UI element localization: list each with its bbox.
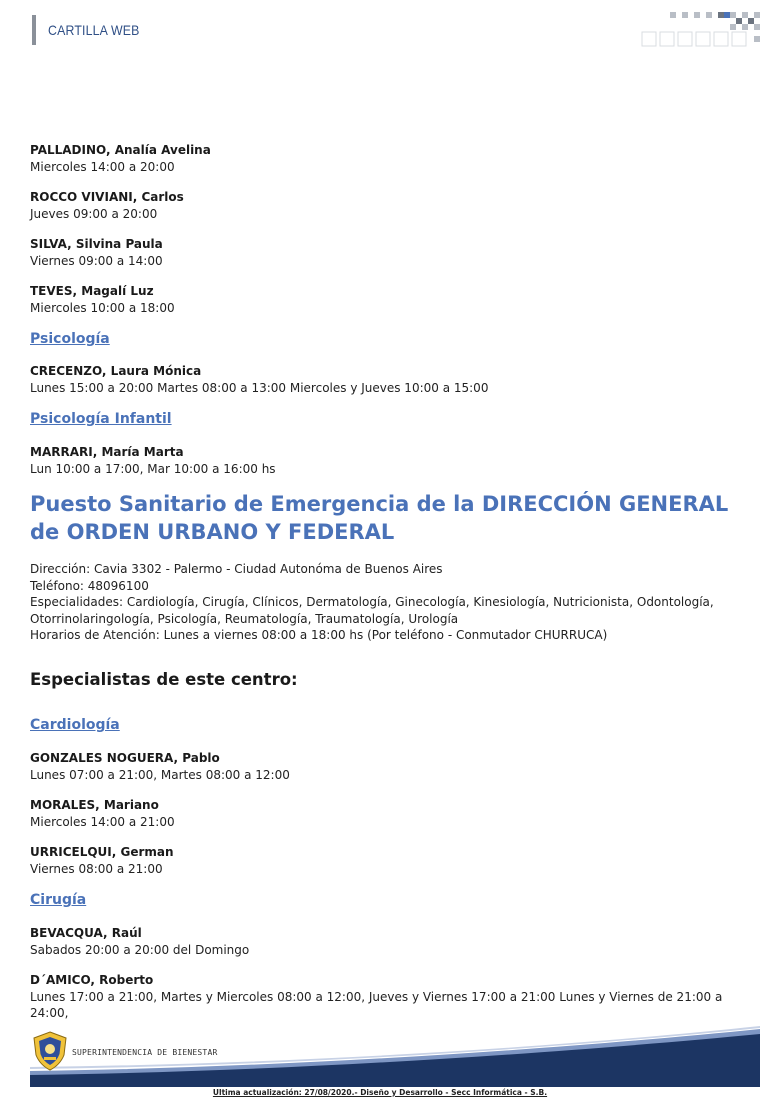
doctor-hours: Viernes 08:00 a 21:00 <box>30 861 163 876</box>
doctor-hours: Jueves 09:00 a 20:00 <box>30 206 158 221</box>
doctor-hours: Lun 10:00 a 17:00, Mar 10:00 a 16:00 hs <box>30 461 276 476</box>
doctor-hours: Lunes 17:00 a 21:00, Martes y Miercoles 08:00 a 12:00, Jueves y Viernes 17:00 a 21:00 Lunes y Viernes de 21:00 a 24:00, <box>30 989 723 1020</box>
center-title: Puesto Sanitario de Emergencia de la DIRECCIÓN GENERAL de ORDEN URBANO Y FEDERAL <box>30 492 729 544</box>
doctor-name: ROCCO VIVIANI, Carlos <box>30 190 184 204</box>
doctor-hours: Miercoles 10:00 a 18:00 <box>30 300 175 315</box>
doctor-entry <box>30 750 745 783</box>
header-pixel-decoration <box>630 10 760 50</box>
doctor-entry <box>30 844 745 877</box>
superintendencia-emblem-icon <box>32 1031 68 1071</box>
center-phone: Teléfono: 48096100 <box>30 578 149 593</box>
doctor-name: CRECENZO, Laura Mónica <box>30 364 202 378</box>
doctor-entry <box>30 236 745 269</box>
doctor-name: SILVA, Silvina Paula <box>30 237 163 251</box>
doctor-hours: Viernes 09:00 a 14:00 <box>30 253 163 268</box>
specialty-link-cirugia[interactable]: Cirugía <box>30 892 87 908</box>
doctor-name: GONZALES NOGUERA, Pablo <box>30 751 220 765</box>
header-accent-bar <box>32 15 36 45</box>
doctor-hours: Lunes 15:00 a 20:00 Martes 08:00 a 13:00 Miercoles y Jueves 10:00 a 15:00 <box>30 380 489 395</box>
doctor-name: URRICELQUI, German <box>30 845 174 859</box>
page-header <box>0 0 760 60</box>
doctor-entry <box>30 925 745 958</box>
center-address: Dirección: Cavia 3302 - Palermo - Ciudad Autonóma de Buenos Aires <box>30 562 443 576</box>
doctor-name: D´AMICO, Roberto <box>30 973 154 987</box>
doctor-hours: Sabados 20:00 a 20:00 del Domingo <box>30 942 250 957</box>
center-info <box>30 561 730 644</box>
specialty-link-psicologia-infantil[interactable]: Psicología Infantil <box>30 411 172 427</box>
doctor-entry <box>30 283 745 316</box>
doctor-entry <box>30 189 745 222</box>
doctor-entry <box>30 142 745 175</box>
doctor-name: PALLADINO, Analía Avelina <box>30 143 211 157</box>
doctor-name: MARRARI, María Marta <box>30 445 184 459</box>
center-hours: Horarios de Atención: Lunes a viernes 08:00 a 18:00 hs (Por teléfono - Conmutador CHURRUCA) <box>30 628 608 642</box>
doctor-entry <box>30 797 745 830</box>
footer-update-note: Ultima actualización: 27/08/2020.- Diseño y Desarrollo - Secc Informática - S.B. <box>212 1088 548 1097</box>
doctor-name: BEVACQUA, Raúl <box>30 926 142 940</box>
doctor-entry <box>30 363 745 396</box>
specialty-link-cardiologia[interactable]: Cardiología <box>30 717 120 733</box>
doctor-hours: Miercoles 14:00 a 20:00 <box>30 159 175 174</box>
page-footer <box>0 1025 760 1102</box>
doctor-entry <box>30 444 745 477</box>
specialty-link-psicologia[interactable]: Psicología <box>30 331 110 347</box>
doctor-name: MORALES, Mariano <box>30 798 159 812</box>
doctor-hours: Miercoles 14:00 a 21:00 <box>30 814 175 829</box>
doctor-entry <box>30 972 745 1022</box>
doctor-name: TEVES, Magalí Luz <box>30 284 154 298</box>
doctor-hours: Lunes 07:00 a 21:00, Martes 08:00 a 12:00 <box>30 767 290 782</box>
header-title: CARTILLA WEB <box>48 22 140 38</box>
footer-organization: SUPERINTENDENCIA DE BIENESTAR <box>72 1048 218 1057</box>
section-title: Especialistas de este centro: <box>30 670 298 689</box>
center-specialties: Especialidades: Cardiología, Cirugía, Clínicos, Dermatología, Ginecología, Kinesiología, Nutricionista, Odontología, Otorrinolaringología, Psicología, Reumatología, Traumatología, Urología <box>30 595 714 626</box>
